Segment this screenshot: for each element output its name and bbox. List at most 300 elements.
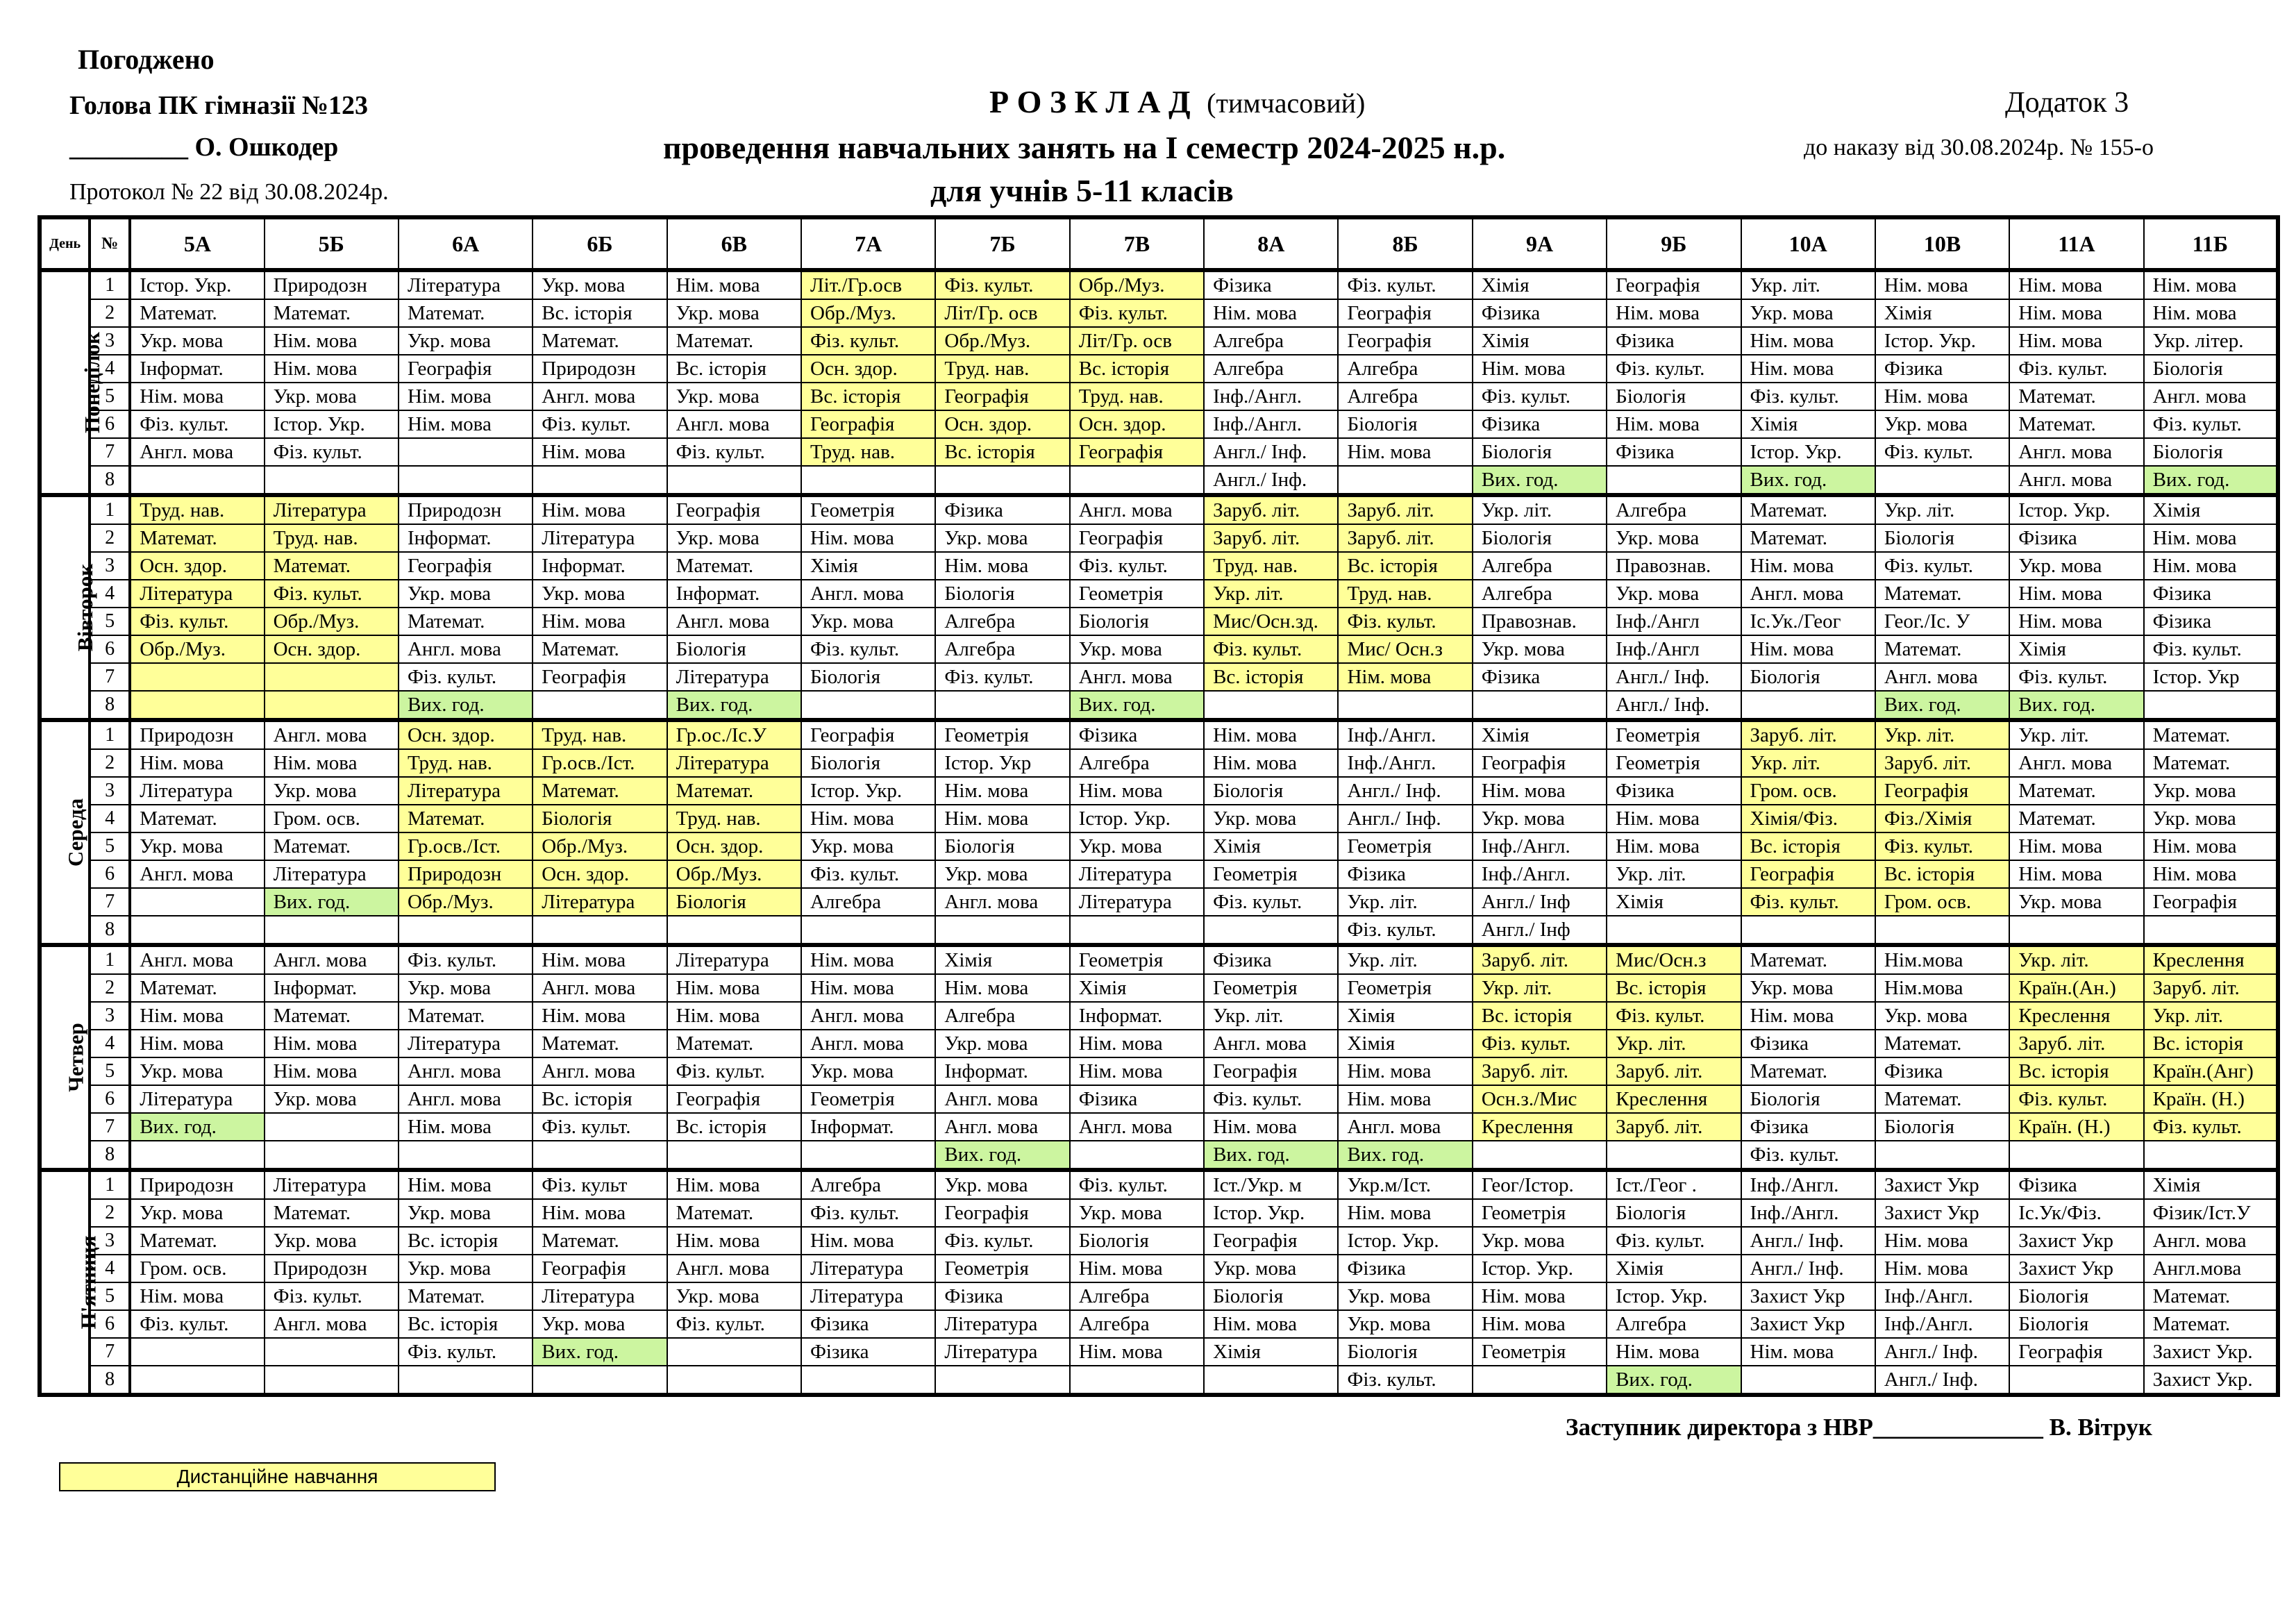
lesson-cell: Англ. мова bbox=[667, 410, 801, 438]
lesson-cell bbox=[1204, 1366, 1338, 1395]
lesson-cell bbox=[399, 466, 533, 495]
lesson-number: 5 bbox=[90, 1057, 130, 1085]
lesson-cell: Нім. мова bbox=[2009, 327, 2143, 355]
lesson-number: 5 bbox=[90, 383, 130, 410]
lesson-cell: Нім. мова bbox=[801, 945, 935, 974]
lesson-cell: Укр. мова bbox=[399, 974, 533, 1002]
lesson-cell: Англ. мова bbox=[935, 1085, 1069, 1113]
lesson-cell: Англ./ Інф. bbox=[1875, 1338, 2009, 1366]
lesson-cell: Захист Укр. bbox=[2144, 1366, 2278, 1395]
lesson-row bbox=[40, 720, 2278, 749]
lesson-cell: Англ./ Інф. bbox=[1875, 1366, 2009, 1395]
lesson-cell: Укр. літ. bbox=[1741, 270, 1875, 299]
lesson-cell: Нім. мова bbox=[1070, 1030, 1204, 1057]
lesson-cell: Географія bbox=[935, 383, 1069, 410]
lesson-cell bbox=[935, 916, 1069, 945]
lesson-cell: Вс. історія bbox=[399, 1227, 533, 1255]
lesson-cell: Геометрія bbox=[1338, 832, 1472, 860]
lesson-cell: Осн. здор. bbox=[130, 552, 264, 580]
lesson-cell: Біологія bbox=[1741, 663, 1875, 691]
lesson-cell: Нім.мова bbox=[1875, 974, 2009, 1002]
lesson-cell: Фіз. культ. bbox=[1070, 552, 1204, 580]
lesson-cell: Інформат. bbox=[533, 552, 667, 580]
lesson-cell: Укр. мова bbox=[1875, 1002, 2009, 1030]
lesson-cell: Фізика bbox=[1070, 720, 1204, 749]
lesson-cell: Нім. мова bbox=[1204, 720, 1338, 749]
lesson-cell: Фіз. культ. bbox=[935, 1227, 1069, 1255]
lesson-cell: Фізика bbox=[2009, 1170, 2143, 1199]
lesson-number: 1 bbox=[90, 1170, 130, 1199]
lesson-cell: Фіз. культ. bbox=[801, 635, 935, 663]
lesson-cell: Алгебра bbox=[1204, 355, 1338, 383]
lesson-cell: Труд. нав. bbox=[399, 749, 533, 777]
lesson-cell: Англ. мова bbox=[2009, 438, 2143, 466]
lesson-row bbox=[40, 524, 2278, 552]
lesson-cell: Гр.осв./Іст. bbox=[533, 749, 667, 777]
lesson-cell: Література bbox=[130, 580, 264, 608]
lesson-cell bbox=[265, 663, 399, 691]
lesson-cell: Фізика bbox=[1338, 1255, 1472, 1282]
lesson-cell: Географія bbox=[2144, 888, 2278, 916]
lesson-cell: Математ. bbox=[667, 777, 801, 805]
lesson-cell: Укр. мова bbox=[399, 1199, 533, 1227]
lesson-cell: Вс. історія bbox=[801, 383, 935, 410]
lesson-number: 3 bbox=[90, 1227, 130, 1255]
lesson-cell: Нім. мова bbox=[1473, 355, 1607, 383]
lesson-cell: Інф./Англ. bbox=[1473, 860, 1607, 888]
lesson-cell bbox=[533, 1141, 667, 1170]
lesson-cell: Географія bbox=[533, 663, 667, 691]
lesson-cell: Математ. bbox=[667, 1199, 801, 1227]
lesson-cell: Англ. мова bbox=[265, 945, 399, 974]
lesson-cell: Математ. bbox=[399, 1282, 533, 1310]
lesson-cell bbox=[667, 466, 801, 495]
lesson-number: 2 bbox=[90, 524, 130, 552]
lesson-cell: Фіз. культ. bbox=[801, 1199, 935, 1227]
lesson-cell: Нім. мова bbox=[533, 1002, 667, 1030]
lesson-cell: Фіз. культ. bbox=[2144, 1113, 2278, 1141]
lesson-cell: Біологія bbox=[1875, 1113, 2009, 1141]
lesson-cell: Вих. год. bbox=[1204, 1141, 1338, 1170]
lesson-cell: Укр. мова bbox=[667, 1282, 801, 1310]
lesson-cell: Заруб. літ. bbox=[1607, 1057, 1741, 1085]
lesson-cell: Література bbox=[935, 1338, 1069, 1366]
lesson-cell: Укр. мова bbox=[935, 1030, 1069, 1057]
lesson-cell: Нім. мова bbox=[1741, 355, 1875, 383]
lesson-cell: Мис/Осн.зд. bbox=[1204, 608, 1338, 635]
lesson-cell: Фізик/Іст.У bbox=[2144, 1199, 2278, 1227]
lesson-cell: Укр. мова bbox=[1338, 1310, 1472, 1338]
lesson-cell bbox=[801, 466, 935, 495]
lesson-cell: Труд. нав. bbox=[1070, 383, 1204, 410]
lesson-cell: Фізика bbox=[2144, 608, 2278, 635]
lesson-cell: Нім. мова bbox=[399, 383, 533, 410]
lesson-cell: Географія bbox=[2009, 1338, 2143, 1366]
lesson-cell: Фіз. культ. bbox=[399, 1338, 533, 1366]
lesson-cell: Обр./Муз. bbox=[801, 299, 935, 327]
lesson-cell: Нім. мова bbox=[2009, 608, 2143, 635]
lesson-row bbox=[40, 691, 2278, 720]
lesson-cell bbox=[2009, 1141, 2143, 1170]
lesson-cell: Креслення bbox=[1473, 1113, 1607, 1141]
lesson-cell: Гром. осв. bbox=[265, 805, 399, 832]
lesson-cell: Країн.(Анг) bbox=[2144, 1057, 2278, 1085]
lesson-cell: Укр. мова bbox=[1070, 635, 1204, 663]
lesson-cell: Істор. Укр. bbox=[1338, 1227, 1472, 1255]
lesson-cell: Фізика bbox=[2144, 580, 2278, 608]
lesson-number: 1 bbox=[90, 945, 130, 974]
lesson-cell: Креслення bbox=[2009, 1002, 2143, 1030]
lesson-row bbox=[40, 805, 2278, 832]
lesson-cell: Нім. мова bbox=[2009, 832, 2143, 860]
lesson-cell: Укр. літер. bbox=[2144, 327, 2278, 355]
lesson-cell: Математ. bbox=[265, 832, 399, 860]
lesson-cell: Алгебра bbox=[1473, 552, 1607, 580]
lesson-cell: Нім. мова bbox=[1204, 749, 1338, 777]
lesson-cell: Нім. мова bbox=[935, 777, 1069, 805]
lesson-cell: Фіз. культ. bbox=[1607, 355, 1741, 383]
lesson-cell: Математ. bbox=[399, 608, 533, 635]
lesson-cell: Укр. мова bbox=[2144, 777, 2278, 805]
lesson-row bbox=[40, 974, 2278, 1002]
lesson-cell bbox=[1070, 916, 1204, 945]
lesson-cell: Вих. год. bbox=[399, 691, 533, 720]
lesson-number: 8 bbox=[90, 916, 130, 945]
lesson-cell bbox=[1607, 1141, 1741, 1170]
lesson-cell: Укр. літ. bbox=[2009, 945, 2143, 974]
lesson-cell: Література bbox=[935, 1310, 1069, 1338]
lesson-cell: Математ. bbox=[667, 327, 801, 355]
lesson-number: 5 bbox=[90, 832, 130, 860]
lesson-cell: Укр. літ. bbox=[1607, 1030, 1741, 1057]
lesson-cell: Труд. нав. bbox=[935, 355, 1069, 383]
lesson-cell: Нім. мова bbox=[801, 1227, 935, 1255]
approval-head: Голова ПК гімназії №123 bbox=[69, 91, 369, 120]
day-label bbox=[40, 720, 90, 945]
lesson-cell: Вс. історія bbox=[533, 1085, 667, 1113]
lesson-cell: Осн. здор. bbox=[533, 860, 667, 888]
lesson-cell: Англ. мова bbox=[801, 1002, 935, 1030]
lesson-cell: Англ. мова bbox=[265, 1310, 399, 1338]
lesson-cell: Математ. bbox=[130, 524, 264, 552]
lesson-cell: Біологія bbox=[1070, 1227, 1204, 1255]
lesson-cell: Вс. історія bbox=[935, 438, 1069, 466]
lesson-cell bbox=[1204, 916, 1338, 945]
lesson-cell: Гром. осв. bbox=[1875, 888, 2009, 916]
lesson-cell: Укр. мова bbox=[1741, 974, 1875, 1002]
lesson-cell: Географія bbox=[667, 1085, 801, 1113]
lesson-cell bbox=[265, 1338, 399, 1366]
lesson-cell: Нім. мова bbox=[1741, 1002, 1875, 1030]
lesson-cell: Алгебра bbox=[1070, 1282, 1204, 1310]
lesson-cell: Заруб. літ. bbox=[1204, 495, 1338, 524]
day-name: П'ятниця bbox=[76, 1234, 101, 1330]
lesson-cell: Математ. bbox=[130, 805, 264, 832]
lesson-cell: Укр. мова bbox=[2009, 888, 2143, 916]
approval-title: Погоджено bbox=[78, 44, 215, 75]
lesson-cell: Фізика bbox=[1204, 945, 1338, 974]
class-header: 5Б bbox=[265, 217, 399, 270]
lesson-cell: Укр. мова bbox=[935, 524, 1069, 552]
lesson-cell: Вих. год. bbox=[1338, 1141, 1472, 1170]
lesson-number: 7 bbox=[90, 438, 130, 466]
lesson-cell: Нім. мова bbox=[130, 1282, 264, 1310]
lesson-cell: Нім. мова bbox=[2144, 524, 2278, 552]
lesson-cell: Біологія bbox=[1473, 438, 1607, 466]
lesson-cell: Алгебра bbox=[1473, 580, 1607, 608]
lesson-cell: Фіз. культ. bbox=[1875, 832, 2009, 860]
lesson-cell: Заруб. літ. bbox=[1338, 524, 1472, 552]
lesson-cell: Математ. bbox=[533, 1227, 667, 1255]
lesson-number: 7 bbox=[90, 1113, 130, 1141]
lesson-cell: Математ. bbox=[2009, 410, 2143, 438]
lesson-cell: Вс. історія bbox=[1607, 974, 1741, 1002]
lesson-cell: Література bbox=[667, 663, 801, 691]
lesson-cell: Географія bbox=[1607, 270, 1741, 299]
lesson-cell: Інформат. bbox=[1070, 1002, 1204, 1030]
lesson-cell: Фіз. культ. bbox=[533, 410, 667, 438]
lesson-cell: Нім. мова bbox=[399, 410, 533, 438]
lesson-cell: Математ. bbox=[2009, 383, 2143, 410]
lesson-cell bbox=[265, 916, 399, 945]
lesson-row bbox=[40, 355, 2278, 383]
lesson-cell: Нім. мова bbox=[2144, 270, 2278, 299]
lesson-row bbox=[40, 749, 2278, 777]
lesson-cell bbox=[801, 1366, 935, 1395]
lesson-cell: Заруб. літ. bbox=[1741, 720, 1875, 749]
lesson-number: 6 bbox=[90, 1085, 130, 1113]
lesson-number: 7 bbox=[90, 663, 130, 691]
lesson-cell: Літ/Гр. осв bbox=[1070, 327, 1204, 355]
lesson-cell: Хімія bbox=[1204, 1338, 1338, 1366]
lesson-cell: Біологія bbox=[2144, 438, 2278, 466]
lesson-row bbox=[40, 945, 2278, 974]
lesson-cell: Нім. мова bbox=[1070, 1338, 1204, 1366]
lesson-cell: Алгебра bbox=[1204, 327, 1338, 355]
lesson-row bbox=[40, 1255, 2278, 1282]
appendix-title: Додаток 3 bbox=[2005, 87, 2129, 119]
lesson-row bbox=[40, 608, 2278, 635]
lesson-cell: Заруб. літ. bbox=[1875, 749, 2009, 777]
lesson-cell: Природозн bbox=[399, 860, 533, 888]
class-header: 10А bbox=[1741, 217, 1875, 270]
lesson-cell: Література bbox=[667, 945, 801, 974]
lesson-cell: Англ. мова bbox=[1070, 1113, 1204, 1141]
lesson-cell: Істор. Укр bbox=[935, 749, 1069, 777]
lesson-cell: Укр. мова bbox=[130, 327, 264, 355]
lesson-cell: Фіз. культ. bbox=[1204, 635, 1338, 663]
lesson-cell: Фіз. культ. bbox=[399, 945, 533, 974]
lesson-row bbox=[40, 1310, 2278, 1338]
lesson-cell: Нім. мова bbox=[1607, 832, 1741, 860]
class-header: 10В bbox=[1875, 217, 2009, 270]
lesson-cell bbox=[1473, 1141, 1607, 1170]
lesson-cell: Обр./Муз. bbox=[1070, 270, 1204, 299]
schedule-title-note: (тимчасовий) bbox=[1207, 87, 1366, 119]
lesson-cell: Нім. мова bbox=[1875, 1255, 2009, 1282]
lesson-cell: Біологія bbox=[1338, 1338, 1472, 1366]
lesson-cell: Англ. мова bbox=[1741, 580, 1875, 608]
lesson-cell: Вих. год. bbox=[533, 1338, 667, 1366]
lesson-number: 2 bbox=[90, 974, 130, 1002]
lesson-cell: Нім. мова bbox=[1473, 1310, 1607, 1338]
lesson-cell: Нім. мова bbox=[2144, 860, 2278, 888]
lesson-cell: Англ. мова bbox=[1338, 1113, 1472, 1141]
lesson-cell: Нім. мова bbox=[265, 1030, 399, 1057]
lesson-row bbox=[40, 552, 2278, 580]
lesson-cell bbox=[1875, 1141, 2009, 1170]
lesson-cell bbox=[533, 1366, 667, 1395]
lesson-cell: Географія bbox=[1338, 299, 1472, 327]
lesson-cell: Англ./ Інф. bbox=[1607, 691, 1741, 720]
lesson-cell: Алгебра bbox=[935, 635, 1069, 663]
lesson-cell: Інформат. bbox=[667, 580, 801, 608]
lesson-cell: Гром. осв. bbox=[130, 1255, 264, 1282]
lesson-cell: Хімія bbox=[1473, 270, 1607, 299]
lesson-cell: Фіз. культ. bbox=[801, 860, 935, 888]
lesson-cell: Природозн bbox=[265, 270, 399, 299]
lesson-cell: Фіз. культ. bbox=[1338, 1366, 1472, 1395]
lesson-number: 4 bbox=[90, 805, 130, 832]
lesson-cell: Обр./Муз. bbox=[399, 888, 533, 916]
class-header: 8Б bbox=[1338, 217, 1472, 270]
lesson-cell bbox=[1607, 916, 1741, 945]
lesson-cell: Нім. мова bbox=[2144, 552, 2278, 580]
lesson-cell: Інф./Англ. bbox=[1741, 1170, 1875, 1199]
lesson-cell: Біологія bbox=[801, 663, 935, 691]
lesson-cell: Фіз. культ. bbox=[265, 1282, 399, 1310]
lesson-cell: Країн.(Ан.) bbox=[2009, 974, 2143, 1002]
lesson-cell: Істор. Укр. bbox=[1473, 1255, 1607, 1282]
lesson-cell: Математ. bbox=[399, 805, 533, 832]
lesson-cell bbox=[265, 691, 399, 720]
lesson-cell: Біологія bbox=[935, 832, 1069, 860]
lesson-cell: Англ./ Інф. bbox=[1741, 1227, 1875, 1255]
lesson-cell: Обр./Муз. bbox=[935, 327, 1069, 355]
lesson-cell: Геометрія bbox=[1607, 749, 1741, 777]
lesson-cell: Інформат. bbox=[935, 1057, 1069, 1085]
lesson-cell: Фізика bbox=[935, 1282, 1069, 1310]
lesson-cell: Країн. (Н.) bbox=[2144, 1085, 2278, 1113]
lesson-cell: Хімія bbox=[1338, 1002, 1472, 1030]
lesson-cell: Нім. мова bbox=[667, 1227, 801, 1255]
lesson-cell: Креслення bbox=[2144, 945, 2278, 974]
lesson-cell: Нім. мова bbox=[1875, 383, 2009, 410]
lesson-cell: Фіз. культ. bbox=[1875, 552, 2009, 580]
lesson-cell: Фіз. культ. bbox=[935, 270, 1069, 299]
lesson-cell: Хімія bbox=[2009, 635, 2143, 663]
lesson-cell bbox=[1875, 466, 2009, 495]
lesson-cell: Укр. мова bbox=[1875, 410, 2009, 438]
lesson-cell: Фізика bbox=[1875, 1057, 2009, 1085]
lesson-cell: Нім. мова bbox=[2144, 299, 2278, 327]
lesson-cell: Математ. bbox=[533, 1030, 667, 1057]
schedule-subtitle: проведення навчальних занять на І семестр 2024-2025 н.р. bbox=[663, 130, 1506, 165]
lesson-cell: Захист Укр bbox=[2009, 1227, 2143, 1255]
class-header: 7А bbox=[801, 217, 935, 270]
lesson-cell: Фіз. культ. bbox=[1338, 270, 1472, 299]
lesson-cell: Фіз. культ. bbox=[2009, 355, 2143, 383]
lesson-cell: Фізика bbox=[1741, 1113, 1875, 1141]
lesson-cell: Укр. мова bbox=[667, 383, 801, 410]
lesson-number: 3 bbox=[90, 1002, 130, 1030]
lesson-cell: Правознав. bbox=[1607, 552, 1741, 580]
lesson-number: 2 bbox=[90, 299, 130, 327]
legend-distance-learning bbox=[59, 1462, 496, 1491]
lesson-cell: Нім. мова bbox=[533, 1199, 667, 1227]
lesson-cell bbox=[935, 466, 1069, 495]
lesson-row bbox=[40, 916, 2278, 945]
lesson-cell: Нім. мова bbox=[2009, 580, 2143, 608]
lesson-row bbox=[40, 1170, 2278, 1199]
lesson-cell: Нім. мова bbox=[801, 524, 935, 552]
lesson-row bbox=[40, 1227, 2278, 1255]
lesson-cell: Фізика bbox=[1607, 327, 1741, 355]
lesson-cell: Інформат. bbox=[265, 974, 399, 1002]
lesson-cell: Укр. мова bbox=[1473, 1227, 1607, 1255]
lesson-number: 6 bbox=[90, 1310, 130, 1338]
lesson-cell: Інф./Англ. bbox=[1741, 1199, 1875, 1227]
lesson-cell: Істор. Укр. bbox=[130, 270, 264, 299]
lesson-cell: Нім. мова bbox=[1204, 299, 1338, 327]
lesson-cell: Захист Укр bbox=[2009, 1255, 2143, 1282]
lesson-cell: Труд. нав. bbox=[1338, 580, 1472, 608]
lesson-cell: Географія bbox=[1204, 1057, 1338, 1085]
lesson-cell bbox=[1741, 1366, 1875, 1395]
lesson-cell: Нім. мова bbox=[130, 749, 264, 777]
lesson-cell: Фіз. культ. bbox=[1741, 1141, 1875, 1170]
lesson-cell: Англ. мова bbox=[533, 383, 667, 410]
lesson-cell bbox=[265, 466, 399, 495]
lesson-cell bbox=[801, 1141, 935, 1170]
lesson-cell: Нім. мова bbox=[1338, 438, 1472, 466]
lesson-cell: Фізика bbox=[1204, 270, 1338, 299]
lesson-number: 4 bbox=[90, 1030, 130, 1057]
lesson-number: 8 bbox=[90, 691, 130, 720]
lesson-cell bbox=[801, 691, 935, 720]
lesson-cell: Укр. мова bbox=[130, 832, 264, 860]
lesson-cell: Вс. історія bbox=[1204, 663, 1338, 691]
lesson-cell: Обр./Муз. bbox=[265, 608, 399, 635]
lesson-cell: Іс.Ук/Фіз. bbox=[2009, 1199, 2143, 1227]
lesson-cell: Біологія bbox=[1607, 1199, 1741, 1227]
lesson-cell: Природозн bbox=[265, 1255, 399, 1282]
lesson-cell: Нім. мова bbox=[1473, 1282, 1607, 1310]
lesson-cell: Нім. мова bbox=[130, 383, 264, 410]
lesson-cell: Фізика bbox=[935, 495, 1069, 524]
lesson-number: 3 bbox=[90, 552, 130, 580]
lesson-cell: Нім. мова bbox=[801, 805, 935, 832]
lesson-cell: Література bbox=[130, 1085, 264, 1113]
lesson-cell: Інф./Англ. bbox=[1473, 832, 1607, 860]
lesson-cell bbox=[1070, 466, 1204, 495]
lesson-cell: Англ. мова bbox=[1204, 1030, 1338, 1057]
lesson-cell: Укр. мова bbox=[1607, 524, 1741, 552]
lesson-cell: Математ. bbox=[667, 552, 801, 580]
lesson-cell: Біологія bbox=[2009, 1310, 2143, 1338]
lesson-cell: Фіз. культ. bbox=[1338, 608, 1472, 635]
lesson-cell: Вс. історія bbox=[399, 1310, 533, 1338]
lesson-cell bbox=[130, 1366, 264, 1395]
lesson-cell: Фіз. культ. bbox=[1070, 299, 1204, 327]
lesson-number: 7 bbox=[90, 888, 130, 916]
lesson-cell: Англ./ Інф. bbox=[1607, 663, 1741, 691]
lesson-row bbox=[40, 1085, 2278, 1113]
lesson-cell: Укр. літ. bbox=[1741, 749, 1875, 777]
day-name: Четвер bbox=[63, 1022, 88, 1092]
lesson-cell: Нім. мова bbox=[130, 1030, 264, 1057]
lesson-cell: Англ. мова bbox=[399, 635, 533, 663]
